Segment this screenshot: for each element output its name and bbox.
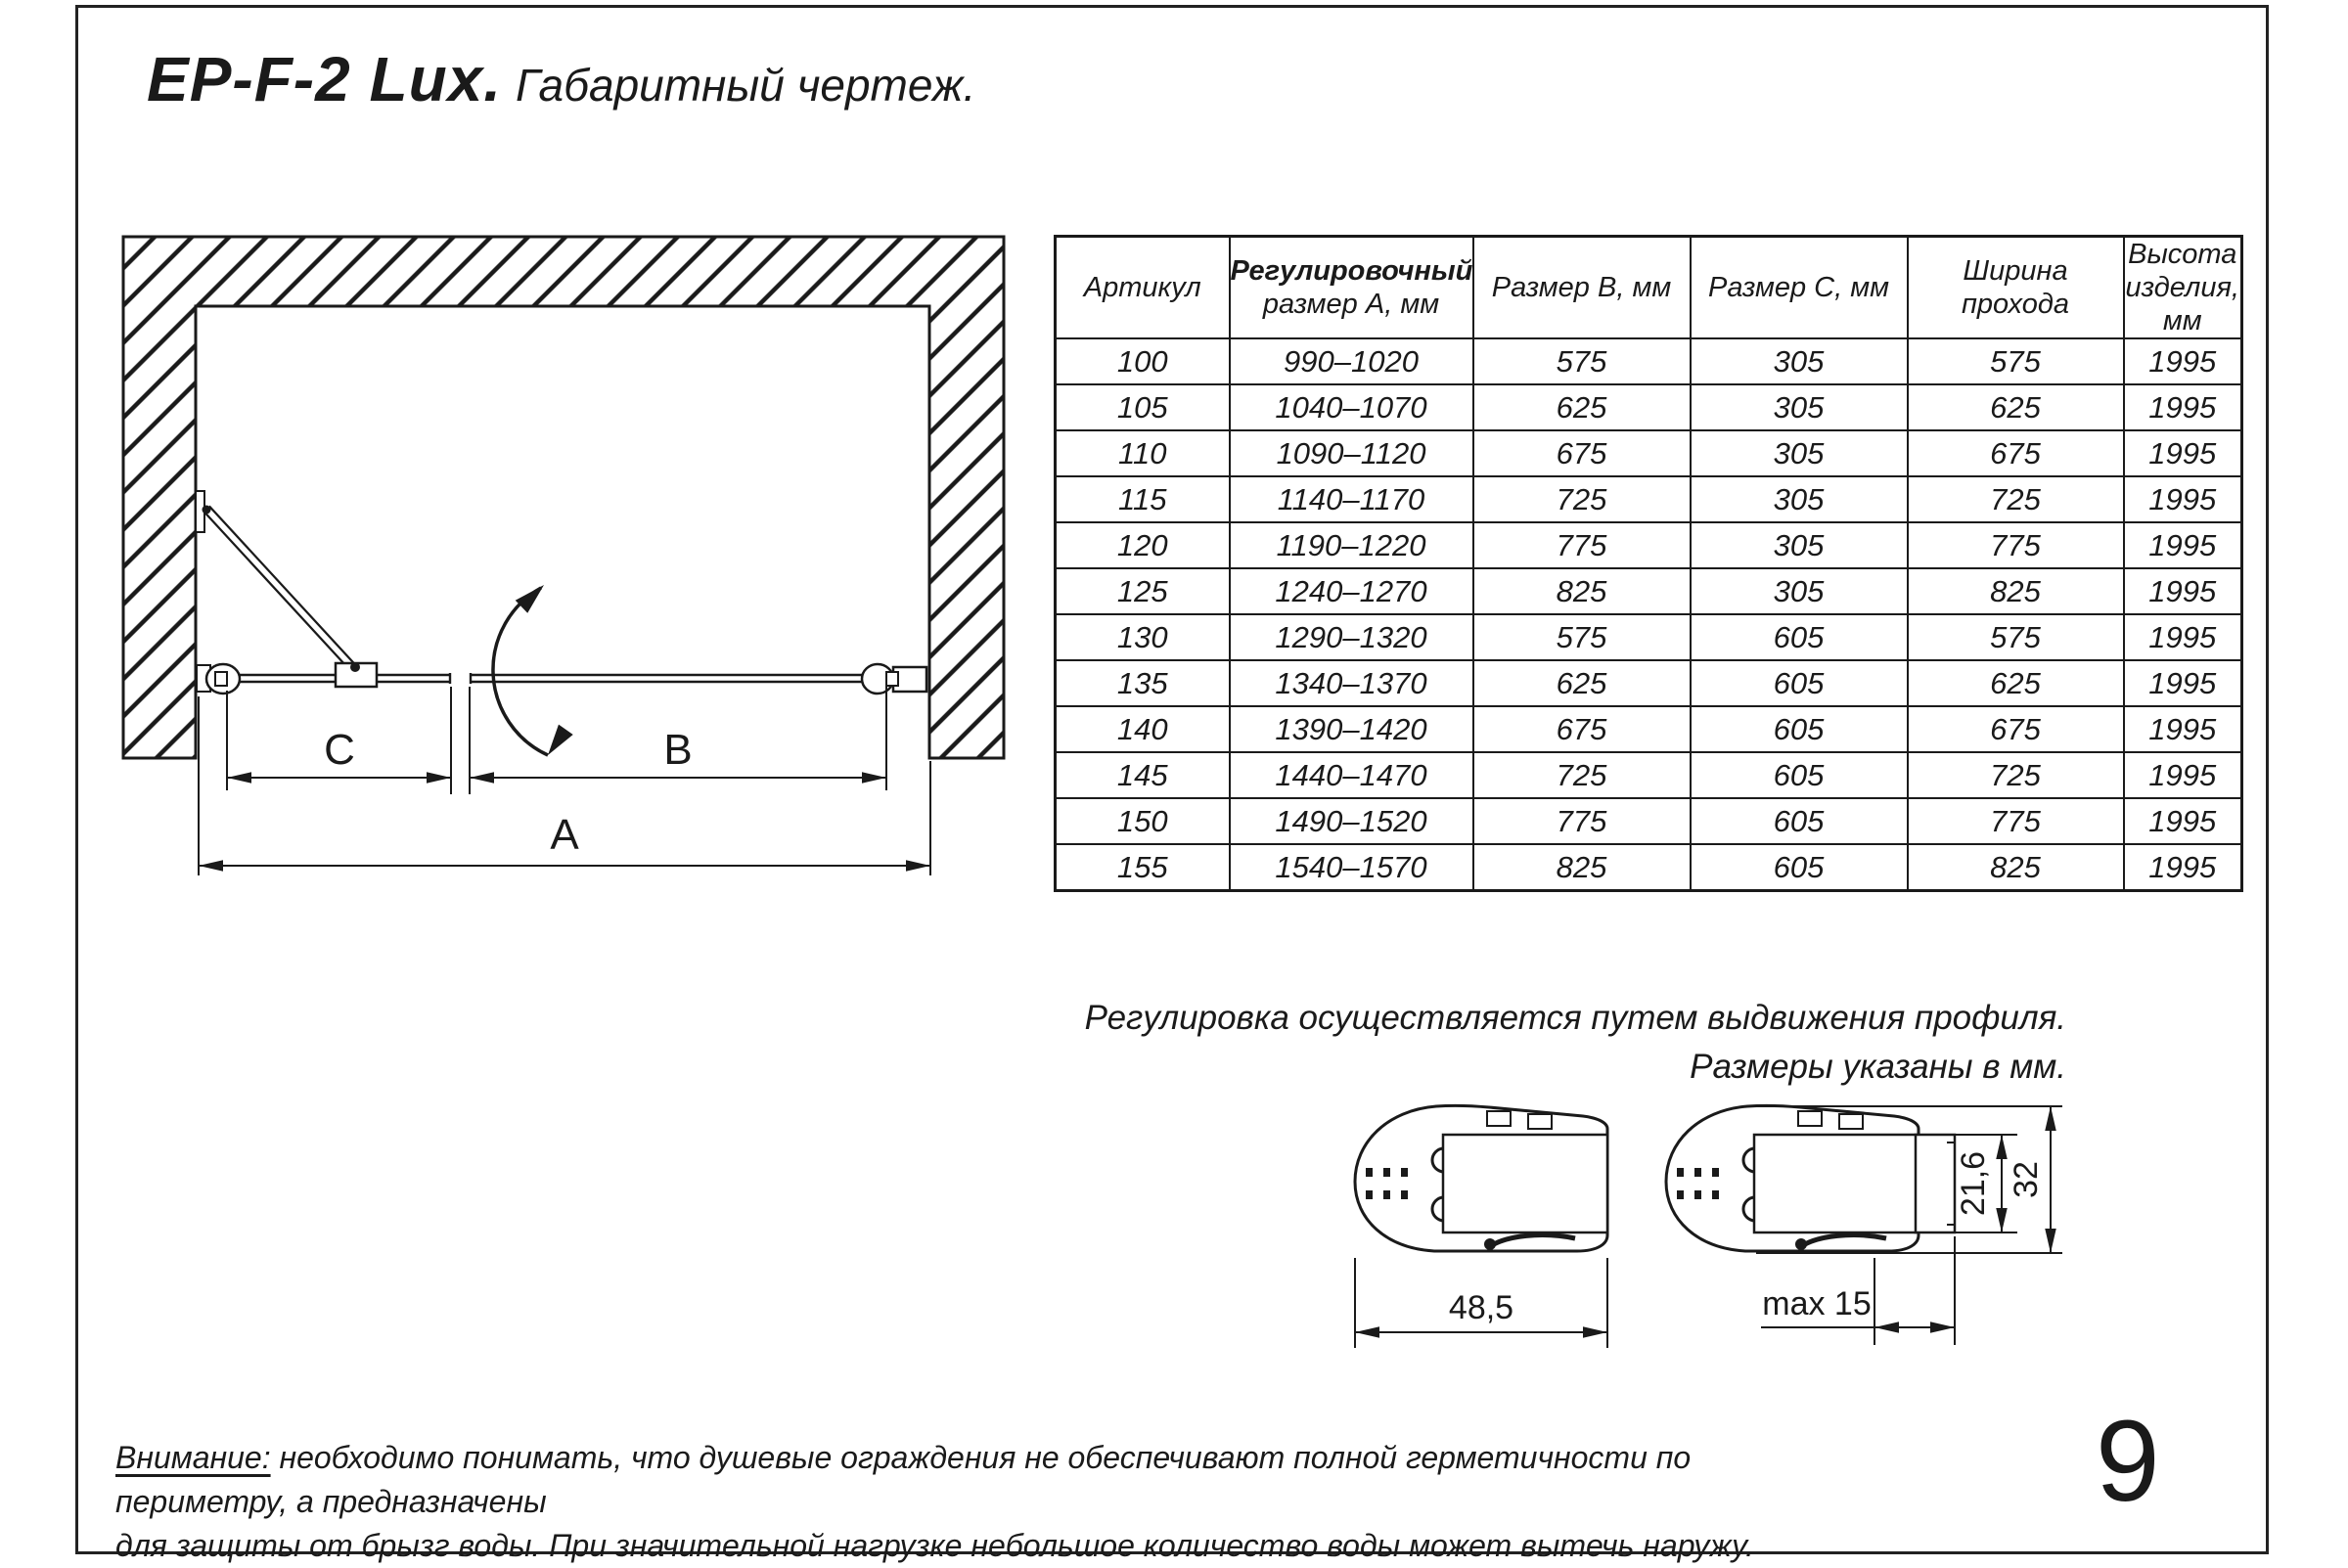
table-row: [1056, 476, 2242, 522]
dim-label-b: B: [663, 726, 693, 774]
table-cell: 130: [1056, 614, 1230, 660]
table-cell: 115: [1056, 476, 1230, 522]
table-cell: 775: [1473, 798, 1691, 844]
right-wall-profile-hardware: [862, 664, 926, 694]
table-cell: 305: [1691, 522, 1908, 568]
table-cell: 1490–1520: [1230, 798, 1473, 844]
table-cell: 305: [1691, 338, 1908, 384]
col-header-article: Артикул: [1056, 237, 1230, 339]
table-row: [1056, 384, 2242, 430]
table-cell: 605: [1691, 614, 1908, 660]
col-header-passage: [1908, 237, 2124, 339]
support-bar: [196, 491, 377, 687]
table-cell: 305: [1691, 568, 1908, 614]
col-header-height: [2124, 237, 2242, 339]
adjustment-note: [1085, 994, 2066, 1092]
col-header-passage-l2: прохода: [1961, 289, 2070, 320]
table-row: [1056, 844, 2242, 891]
profile-cross-section-extended: [1666, 1105, 1955, 1251]
profile-inner-height-label: 21,6: [1955, 1150, 1992, 1217]
table-row: [1056, 568, 2242, 614]
table-row: [1056, 338, 2242, 384]
table-cell: 1240–1270: [1230, 568, 1473, 614]
table-cell: 1340–1370: [1230, 660, 1473, 706]
col-header-height-l1: Высота: [2128, 239, 2237, 270]
table-cell: 1995: [2124, 798, 2242, 844]
table-cell: 110: [1056, 430, 1230, 476]
table-cell: 1190–1220: [1230, 522, 1473, 568]
table-cell: 1995: [2124, 476, 2242, 522]
table-cell: 775: [1908, 522, 2124, 568]
table-cell: 775: [1473, 522, 1691, 568]
table-cell: 990–1020: [1230, 338, 1473, 384]
table-cell: 1440–1470: [1230, 752, 1473, 798]
col-header-size-a-bottom: размер А, мм: [1262, 289, 1440, 320]
table-cell: 825: [1473, 844, 1691, 891]
table-cell: 105: [1056, 384, 1230, 430]
table-cell: 125: [1056, 568, 1230, 614]
table-cell: 675: [1908, 430, 2124, 476]
table-cell: 1540–1570: [1230, 844, 1473, 891]
table-cell: 575: [1473, 614, 1691, 660]
table-cell: 1995: [2124, 614, 2242, 660]
table-cell: 675: [1473, 706, 1691, 752]
table-cell: 575: [1908, 338, 2124, 384]
col-header-passage-l1: Ширина: [1963, 255, 2068, 287]
door-swing-arc: [493, 579, 573, 761]
size-spec-table: [1054, 235, 2243, 892]
profile-cross-section-closed: [1355, 1105, 1607, 1251]
table-cell: 1090–1120: [1230, 430, 1473, 476]
profile-width-label: 48,5: [1448, 1289, 1514, 1326]
table-cell: 150: [1056, 798, 1230, 844]
table-cell: 100: [1056, 338, 1230, 384]
table-cell: 625: [1908, 384, 2124, 430]
table-cell: 605: [1691, 706, 1908, 752]
table-cell: 140: [1056, 706, 1230, 752]
table-cell: 155: [1056, 844, 1230, 891]
model-name: EP-F-2 Lux.: [147, 44, 503, 114]
warning-line1-rest: необходимо понимать, что душевые ограждения не обеспечивают полной герметичности по периметру, а предназначены: [115, 1440, 1692, 1519]
col-header-size-b: Размер В, мм: [1473, 237, 1691, 339]
warning-line1: [115, 1436, 1837, 1524]
col-header-height-l3: мм: [2162, 305, 2202, 336]
table-cell: 625: [1908, 660, 2124, 706]
table-cell: 135: [1056, 660, 1230, 706]
table-cell: 1995: [2124, 338, 2242, 384]
glass-panels: [235, 673, 866, 684]
table-header-row: [1056, 237, 2242, 339]
table-cell: 1140–1170: [1230, 476, 1473, 522]
table-cell: 1995: [2124, 522, 2242, 568]
table-cell: 825: [1908, 568, 2124, 614]
table-cell: 605: [1691, 798, 1908, 844]
table-cell: 775: [1908, 798, 2124, 844]
table-cell: 675: [1473, 430, 1691, 476]
warning-note: [115, 1436, 1837, 1568]
table-cell: 1995: [2124, 660, 2242, 706]
table-cell: 725: [1908, 752, 2124, 798]
table-cell: 725: [1473, 476, 1691, 522]
page-number: 9: [2096, 1397, 2162, 1526]
table-cell: 605: [1691, 844, 1908, 891]
table-cell: 725: [1473, 752, 1691, 798]
table-cell: 825: [1473, 568, 1691, 614]
table-row: [1056, 798, 2242, 844]
table-cell: 725: [1908, 476, 2124, 522]
table-cell: 1995: [2124, 706, 2242, 752]
table-row: [1056, 614, 2242, 660]
table-cell: 575: [1908, 614, 2124, 660]
table-row: [1056, 430, 2242, 476]
table-cell: 1995: [2124, 568, 2242, 614]
table-row: [1056, 522, 2242, 568]
table-cell: 625: [1473, 660, 1691, 706]
table-cell: 305: [1691, 476, 1908, 522]
col-header-height-l2: изделия,: [2125, 272, 2239, 303]
dim-label-c: C: [324, 726, 355, 774]
warning-line2: для защиты от брызг воды. При значительной нагрузке небольшое количество воды может вытечь наружу.: [115, 1528, 1754, 1563]
left-wall-profile-hardware: [197, 664, 240, 694]
table-cell: 1390–1420: [1230, 706, 1473, 752]
table-cell: 675: [1908, 706, 2124, 752]
table-cell: 120: [1056, 522, 1230, 568]
adjustment-note-line2: Размеры указаны в мм.: [1690, 1048, 2066, 1086]
table-cell: 825: [1908, 844, 2124, 891]
table-cell: 1290–1320: [1230, 614, 1473, 660]
profile-offset-label: max 15: [1762, 1285, 1872, 1322]
col-header-size-a-top: Регулировочный: [1230, 255, 1473, 287]
col-header-size-a: [1230, 237, 1473, 339]
table-row: [1056, 706, 2242, 752]
table-cell: 575: [1473, 338, 1691, 384]
table-cell: 1040–1070: [1230, 384, 1473, 430]
warning-label: Внимание:: [115, 1440, 271, 1475]
table-cell: 625: [1473, 384, 1691, 430]
spec-table-body: [1056, 338, 2242, 891]
table-cell: 305: [1691, 384, 1908, 430]
table-cell: 305: [1691, 430, 1908, 476]
table-cell: 605: [1691, 752, 1908, 798]
table-cell: 145: [1056, 752, 1230, 798]
table-row: [1056, 660, 2242, 706]
profile-outer-height-label: 32: [2008, 1161, 2045, 1198]
table-cell: 605: [1691, 660, 1908, 706]
table-cell: 1995: [2124, 384, 2242, 430]
page-subtitle: Габаритный чертеж.: [516, 60, 976, 111]
table-cell: 1995: [2124, 430, 2242, 476]
table-cell: 1995: [2124, 752, 2242, 798]
table-row: [1056, 752, 2242, 798]
adjustment-note-line1: Регулировка осуществляется путем выдвижения профиля.: [1084, 999, 2066, 1037]
table-cell: 1995: [2124, 844, 2242, 891]
dim-label-a: A: [550, 811, 579, 859]
col-header-size-c: Размер С, мм: [1691, 237, 1908, 339]
